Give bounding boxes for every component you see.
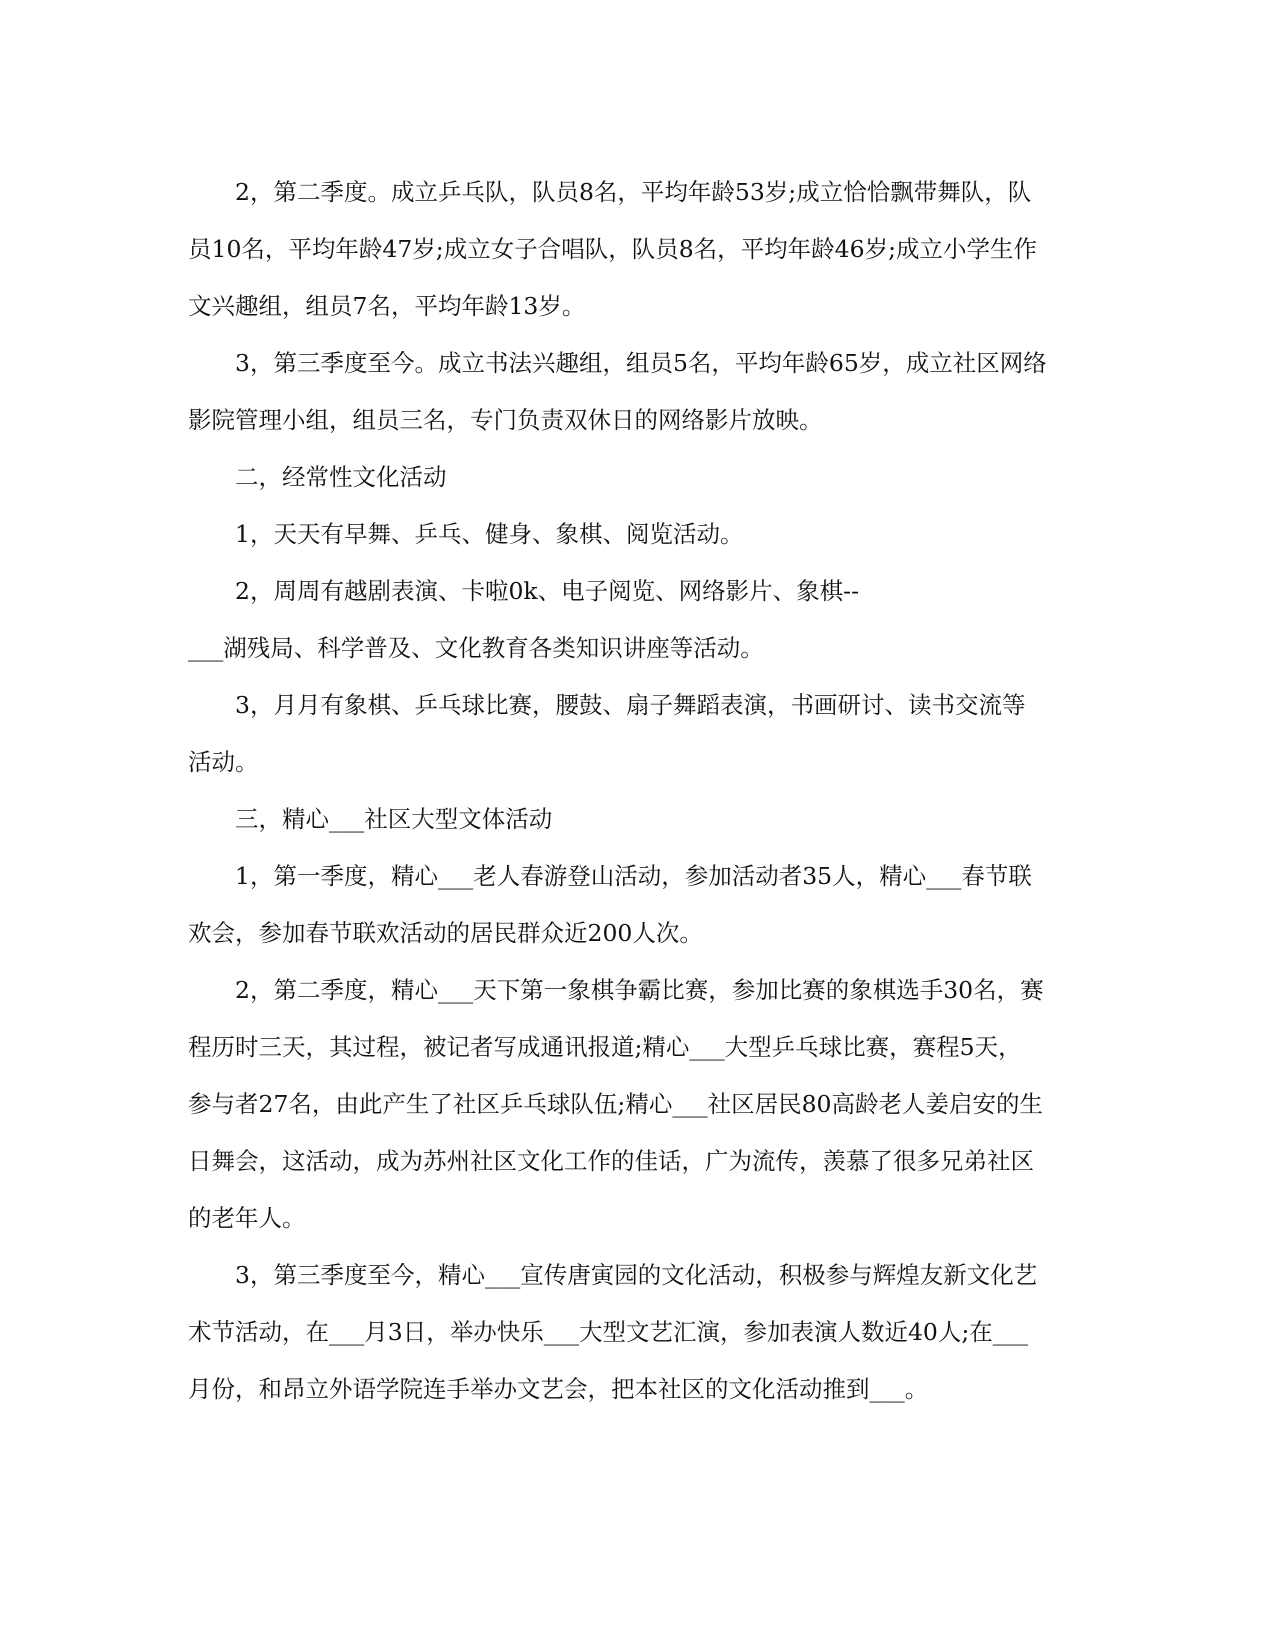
text-line: 参与者27名，由此产生了社区乒乓球队伍;精心___社区居民80高龄老人姜启安的生 bbox=[188, 1090, 1043, 1118]
text-line: 月份，和昂立外语学院连手举办文艺会，把本社区的文化活动推到___。 bbox=[188, 1375, 929, 1403]
text-line: 活动。 bbox=[188, 748, 259, 776]
text-line: 术节活动，在___月3日，举办快乐___大型文艺汇演，参加表演人数近40人;在___ bbox=[188, 1318, 1029, 1346]
text-line: 程历时三天，其过程，被记者写成通讯报道;精心___大型乒乓球比赛，赛程5天， bbox=[188, 1033, 1022, 1061]
section-heading: 二，经常性文化活动 bbox=[235, 463, 447, 491]
text-line: 欢会，参加春节联欢活动的居民群众近200人次。 bbox=[188, 919, 703, 947]
section-heading: 三，精心___社区大型文体活动 bbox=[235, 805, 553, 833]
text-line: ___湖残局、科学普及、文化教育各类知识讲座等活动。 bbox=[188, 634, 764, 662]
text-line: 日舞会，这活动，成为苏州社区文化工作的佳话，广为流传，羡慕了很多兄弟社区 bbox=[188, 1147, 1034, 1175]
text-line: 3，第三季度至今，精心___宣传唐寅园的文化活动，积极参与辉煌友新文化艺 bbox=[235, 1261, 1038, 1289]
text-line: 文兴趣组，组员7名，平均年龄13岁。 bbox=[188, 292, 586, 320]
text-line: 1，天天有早舞、乒乓、健身、象棋、阅览活动。 bbox=[235, 520, 744, 548]
text-line: 2，第二季度，精心___天下第一象棋争霸比赛，参加比赛的象棋选手30名，赛 bbox=[235, 976, 1044, 1004]
text-line: 1，第一季度，精心___老人春游登山活动，参加活动者35人，精心___春节联 bbox=[235, 862, 1032, 890]
text-line: 的老年人。 bbox=[188, 1204, 306, 1232]
text-line: 2，周周有越剧表演、卡啦0k、电子阅览、网络影片、象棋-- bbox=[235, 577, 860, 605]
document-body bbox=[188, 164, 1088, 1418]
text-line: 2，第二季度。成立乒乓队，队员8名，平均年龄53岁;成立恰恰飘带舞队，队 bbox=[235, 178, 1032, 206]
text-line: 3，第三季度至今。成立书法兴趣组，组员5名，平均年龄65岁，成立社区网络 bbox=[235, 349, 1047, 377]
text-line: 3，月月有象棋、乒乓球比赛，腰鼓、扇子舞蹈表演，书画研讨、读书交流等 bbox=[235, 691, 1026, 719]
text-line: 影院管理小组，组员三名，专门负责双休日的网络影片放映。 bbox=[188, 406, 823, 434]
text-line: 员10名，平均年龄47岁;成立女子合唱队，队员8名，平均年龄46岁;成立小学生作 bbox=[188, 235, 1037, 263]
